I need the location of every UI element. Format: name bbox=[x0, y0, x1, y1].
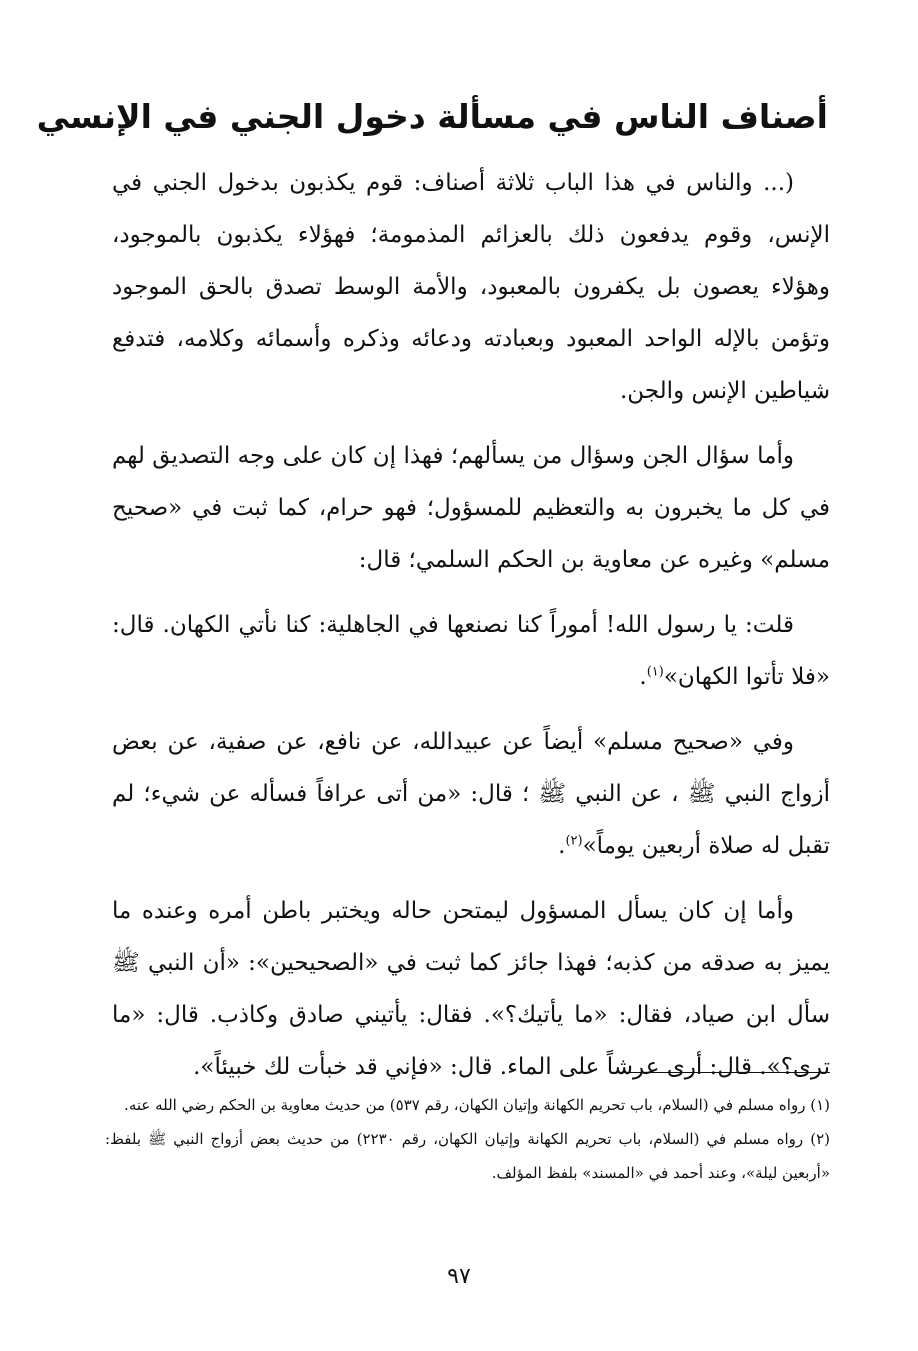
paragraph-4: وفي «صحيح مسلم» أيضاً عن عبيدالله، عن نافع، عن صفية، عن بعض أزواج النبي ﷺ ، عن النبي ﷺ ؛ قال: «من أتى عرافاً فسأله عن شيء؛ لم تقبل له صلاة أربعين يوماً»$^{(٢)}$. bbox=[112, 729, 830, 859]
footnotes bbox=[105, 1088, 830, 1190]
paragraph-5: وأما إن كان يسأل المسؤول ليمتحن حاله ويختبر باطن أمره وعنده ما يميز به صدقه من كذبه؛ فهذا جائز كما ثبت في «الصحيحين»: «أن النبي ﷺ سأل ابن صياد، فقال: «ما يأتيك؟». فقال: يأتيني صادق وكاذب. قال: «ما ترى؟». قال: أرى عرشاً على الماء. قال: «فإني قد خبأت لك خبيئاً». bbox=[112, 898, 830, 1080]
footnote-2: (٢) رواه مسلم في (السلام، باب تحريم الكهانة وإتيان الكهان، رقم ٢٢٣٠) من حديث بعض أزواج النبي ﷺ بلفظ: «أربعين ليلة»، وعند أحمد في «المسند» بلفظ المؤلف. bbox=[105, 1130, 830, 1182]
footnote-ref-1: (١) bbox=[646, 664, 664, 680]
paragraph-1: (... والناس في هذا الباب ثلاثة أصناف: قوم يكذبون بدخول الجني في الإنس، وقوم يدفعون ذلك بالعزائم المذمومة؛ فهؤلاء يكذبون بالموجود، وهؤلاء يعصون بل يكفرون بالمعبود، والأمة الوسط تصدق بالحق الموجود وتؤمن بالإله الواحد المعبود وبعبادته ودعائه وذكره وأسمائه وكلامه، فتدفع شياطين الإنس والجن. bbox=[112, 170, 830, 404]
main-text bbox=[112, 157, 830, 1106]
footnote-separator bbox=[615, 1072, 830, 1073]
footnote-ref-2: (٢) bbox=[565, 833, 583, 849]
footnote-1: (١) رواه مسلم في (السلام، باب تحريم الكهانة وإتيان الكهان، رقم ٥٣٧) من حديث معاوية بن الحكم رضي الله عنه. bbox=[124, 1096, 830, 1114]
paragraph-2: وأما سؤال الجن وسؤال من يسألهم؛ فهذا إن كان على وجه التصديق لهم في كل ما يخبرون به والتعظيم للمسؤول؛ فهو حرام، كما ثبت في «صحيح مسلم» وغيره عن معاوية بن الحكم السلمي؛ قال: bbox=[112, 443, 830, 573]
chapter-title: أصناف الناس في مسألة دخول الجني في الإنسي bbox=[36, 97, 828, 136]
page-number: ٩٧ bbox=[447, 1264, 471, 1289]
paragraph-3: قلت: يا رسول الله! أموراً كنا نصنعها في الجاهلية: كنا نأتي الكهان. قال: «فلا تأتوا الكهان»$^{(١)}$. bbox=[112, 612, 830, 690]
